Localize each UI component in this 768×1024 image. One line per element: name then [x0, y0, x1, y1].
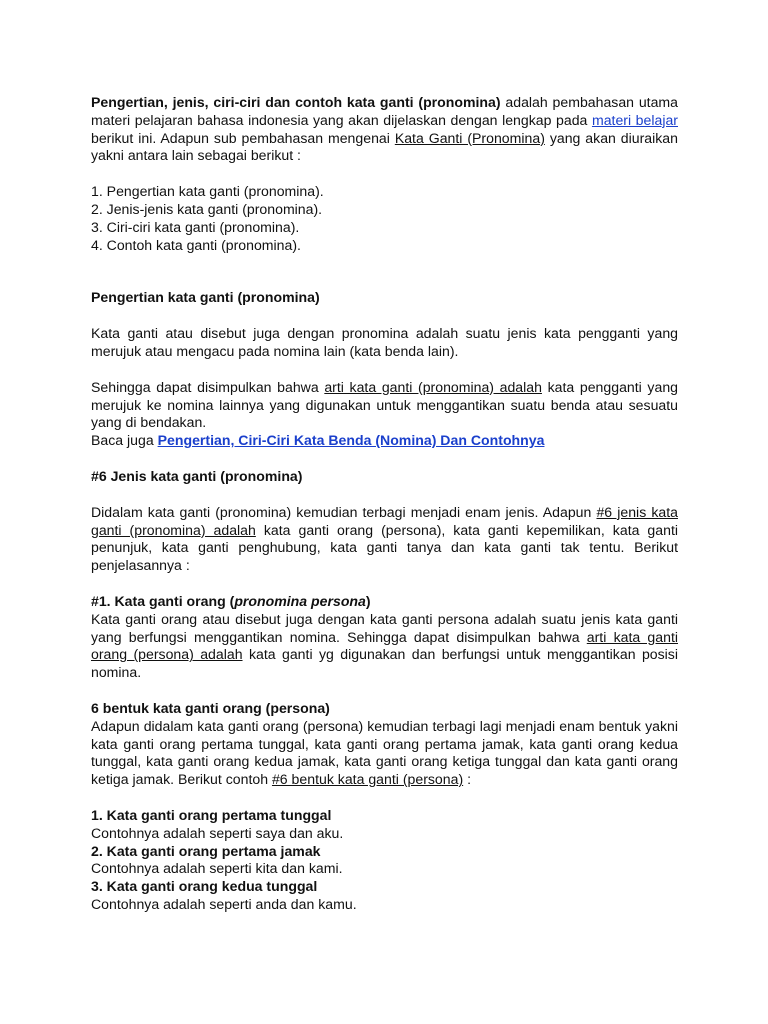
jenis-underline: #6 jenis kata ganti (pronomina) adalah	[91, 503, 678, 538]
form-list	[91, 807, 678, 914]
section-heading-pengertian: Pengertian kata ganti (pronomina)	[91, 289, 320, 306]
bentuk-underline: #6 bentuk kata ganti (persona)	[271, 771, 464, 788]
baca-juga-link[interactable]: Pengertian, Ciri-Ciri Kata Benda (Nomina) Dan Contohnya	[157, 432, 545, 449]
spacer	[91, 254, 678, 289]
section-heading-bentuk: 6 bentuk kata ganti orang (persona)	[91, 699, 330, 716]
spacer	[91, 789, 678, 807]
pengertian-text-b: kata pengganti yang merujuk ke nomina lainnya yang digunakan untuk menggantikan suatu benda atau sesuatu yang di bendakan.	[91, 378, 678, 431]
spacer	[91, 450, 678, 468]
spacer	[91, 682, 678, 700]
pengertian-paragraph-2	[91, 379, 678, 432]
toc-item-2: 2. Jenis-jenis kata ganti (pronomina).	[91, 200, 323, 217]
intro-text-1: adalah pembahasan utama materi pelajaran bahasa indonesia yang akan dijelaskan dengan lengkap pada	[91, 94, 679, 128]
kata-ganti-underline: Kata Ganti (Pronomina)	[394, 129, 545, 146]
section-heading-jenis: #6 Jenis kata ganti (pronomina)	[91, 467, 303, 484]
intro-text-2: berikut ini. Adapun sub pembahasan mengenai	[91, 129, 395, 146]
form-title-3: 3. Kata ganti orang kedua tunggal	[91, 878, 318, 895]
form-example-3: Contohnya adalah seperti anda dan kamu.	[91, 895, 357, 912]
arti-kata-ganti-underline: arti kata ganti (pronomina) adalah	[324, 378, 542, 395]
jenis-text-a: Didalam kata ganti (pronomina) kemudian terbagi menjadi enam jenis. Adapun	[91, 503, 597, 520]
toc-item-4: 4. Contoh kata ganti (pronomina).	[91, 236, 301, 253]
kata-ganti-orang-paragraph	[91, 611, 678, 682]
orang-text-b: kata ganti yg digunakan dan berfungsi untuk menggantikan posisi nomina.	[91, 646, 678, 681]
heading-orang-italic: pronomina persona	[234, 592, 366, 609]
section-heading-kata-ganti-orang	[91, 593, 678, 611]
baca-juga-label: Baca juga	[91, 432, 158, 449]
document-page	[91, 94, 678, 914]
toc-item-3: 3. Ciri-ciri kata ganti (pronomina).	[91, 218, 300, 235]
form-title-2: 2. Kata ganti orang pertama jamak	[91, 842, 321, 859]
pengertian-text-a: Sehingga dapat disimpulkan bahwa	[91, 378, 325, 395]
intro-lead-bold: Pengertian, jenis, ciri-ciri dan contoh kata ganti (pronomina)	[91, 94, 501, 110]
heading-orang-b: )	[365, 592, 371, 609]
materi-belajar-link[interactable]: materi belajar	[591, 111, 678, 128]
intro-paragraph	[91, 94, 678, 165]
pengertian-paragraph-1: Kata ganti atau disebut juga dengan pronomina adalah suatu jenis kata pengganti yang merujuk atau mengacu pada nomina lain (kata benda lain).	[91, 325, 678, 359]
spacer	[91, 307, 678, 325]
bentuk-text-b: :	[463, 771, 471, 788]
toc-item-1: 1. Pengertian kata ganti (pronomina).	[91, 183, 324, 200]
spacer	[91, 486, 678, 504]
form-title-1: 1. Kata ganti orang pertama tunggal	[91, 806, 332, 823]
baca-juga-line	[91, 432, 678, 450]
heading-orang-a: #1. Kata ganti orang (	[91, 592, 235, 609]
spacer	[91, 361, 678, 379]
table-of-contents	[91, 183, 678, 254]
bentuk-paragraph	[91, 718, 678, 789]
orang-text-a: Kata ganti orang atau disebut juga dengan kata ganti persona adalah suatu jenis kata ganti yang berfungsi menggantikan nomina. Sehingga dapat disimpulkan bahwa	[91, 610, 678, 645]
bentuk-text-a: Adapun didalam kata ganti orang (persona) kemudian terbagi lagi menjadi enam bentuk yakni kata ganti orang pertama tunggal, kata ganti orang pertama jamak, kata ganti orang kedua tunggal, kata ganti orang kedua jamak, kata ganti orang ketiga tunggal dan kata ganti orang ketiga jamak. Berikut contoh	[91, 717, 678, 788]
spacer	[91, 575, 678, 593]
intro-text-3: yang akan diuraikan yakni antara lain sebagai berikut :	[91, 129, 678, 164]
form-example-1: Contohnya adalah seperti saya dan aku.	[91, 824, 344, 841]
jenis-paragraph	[91, 504, 678, 575]
arti-orang-underline: arti kata ganti orang (persona) adalah	[91, 628, 678, 663]
jenis-text-b: kata ganti orang (persona), kata ganti kepemilikan, kata ganti penunjuk, kata ganti penghubung, kata ganti tanya dan kata ganti tak tentu. Berikut penjelasannya :	[91, 521, 678, 574]
spacer	[91, 165, 678, 183]
form-example-2: Contohnya adalah seperti kita dan kami.	[91, 860, 343, 877]
